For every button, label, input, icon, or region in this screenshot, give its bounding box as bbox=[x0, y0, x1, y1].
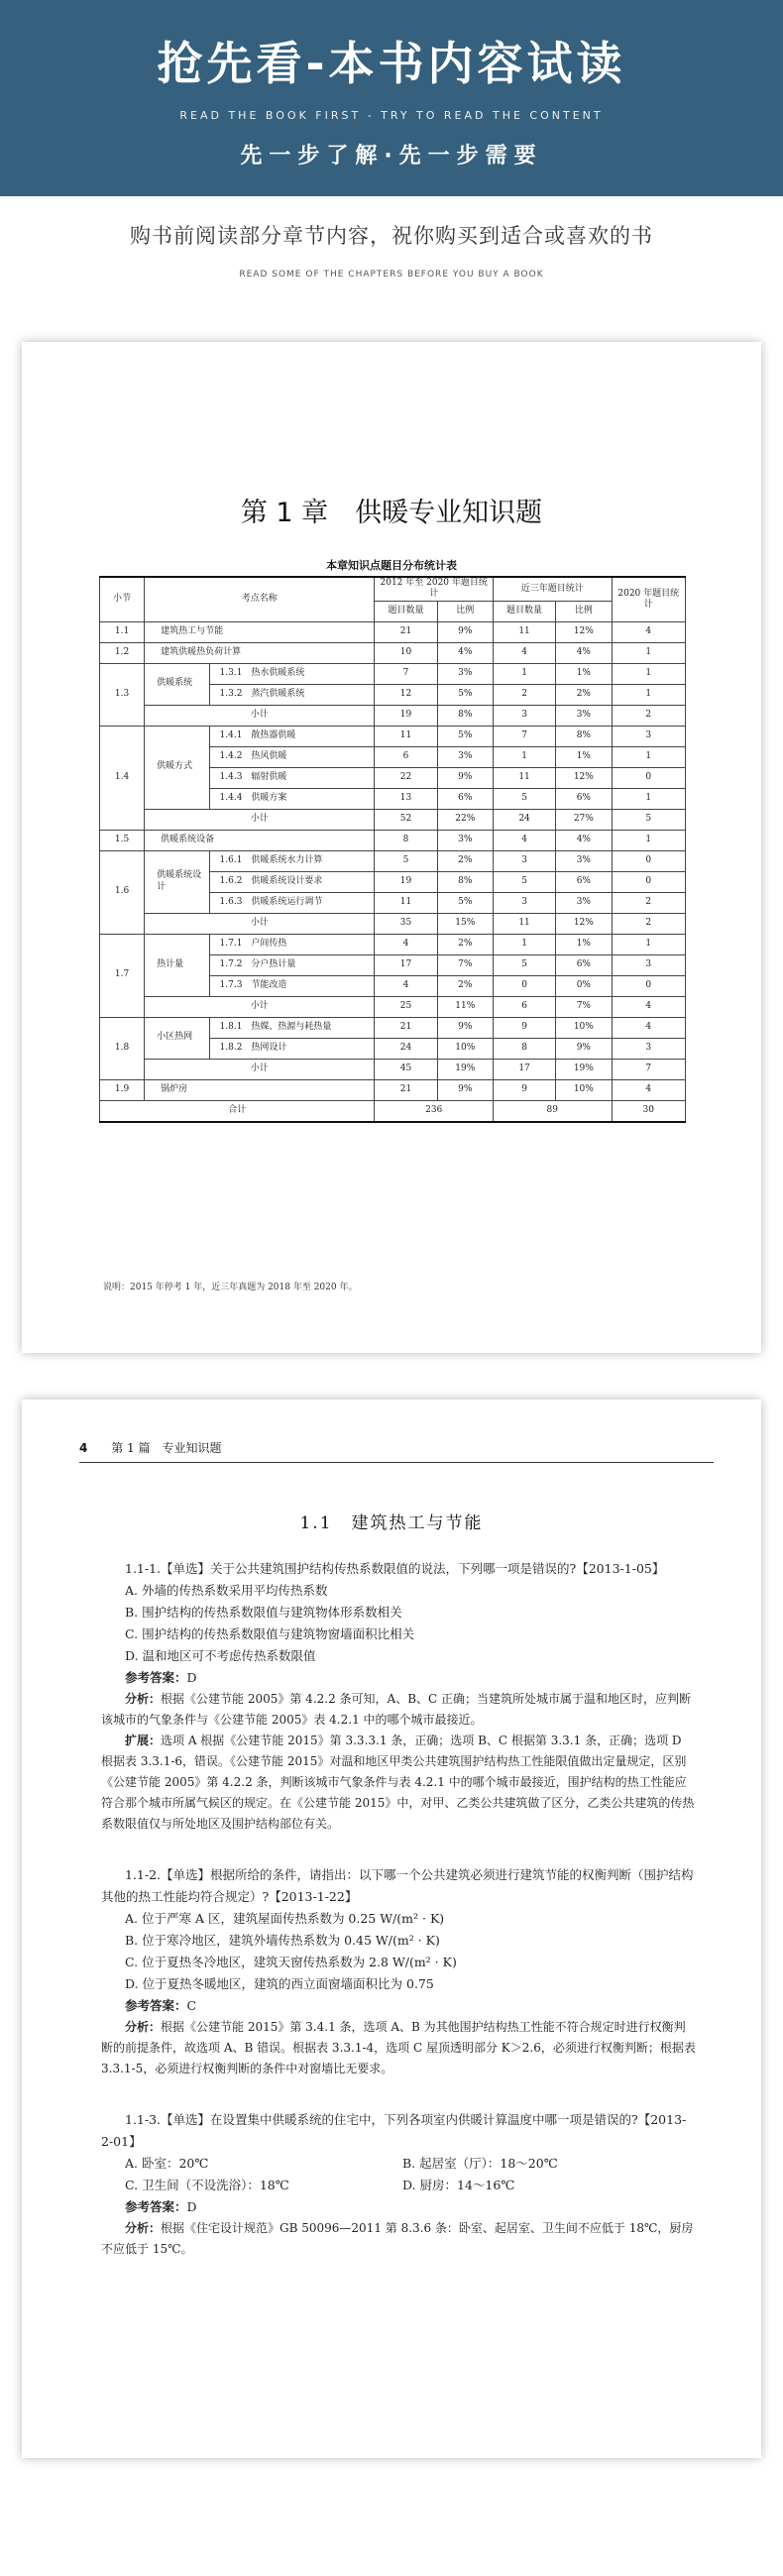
cell: 21 bbox=[375, 621, 437, 642]
cell: 1.8 bbox=[100, 1017, 145, 1079]
answer-line bbox=[101, 2196, 696, 2218]
cell: 12% bbox=[556, 767, 612, 788]
cell: 3 bbox=[493, 850, 555, 871]
extension bbox=[101, 1731, 696, 1835]
table-row bbox=[100, 830, 686, 850]
chapter-title: 第 1 章 供暖专业知识题 bbox=[240, 498, 543, 528]
cell: 3 bbox=[612, 1038, 685, 1059]
cell: 1.7.3 节能改造 bbox=[209, 975, 375, 996]
cell: 13 bbox=[375, 788, 437, 809]
table-row bbox=[100, 809, 686, 830]
option: C. 卫生间（不设洗浴）：18℃ bbox=[125, 2178, 289, 2192]
cell: 4% bbox=[556, 642, 612, 663]
cell: 30 bbox=[612, 1100, 685, 1122]
header-ratio: 比例 bbox=[437, 601, 493, 621]
cell: 236 bbox=[375, 1100, 494, 1122]
page-header-text: 第 1 篇 专业知识题 bbox=[111, 1441, 222, 1455]
cell: 5% bbox=[437, 684, 493, 705]
header-section: 小节 bbox=[100, 577, 145, 621]
table-row bbox=[100, 850, 686, 871]
cell: 1.8.1 热媒、热源与耗热量 bbox=[209, 1017, 375, 1038]
cell: 35 bbox=[375, 913, 437, 934]
cell: 45 bbox=[375, 1059, 437, 1079]
cell: 2 bbox=[612, 913, 685, 934]
cell: 2 bbox=[493, 684, 555, 705]
table-row bbox=[100, 913, 686, 934]
question-stem: 1.1-2.【单选】根据所给的条件，请指出：以下哪一个公共建筑必须进行建筑节能的权衡判断（围护结构其他的热工性能均符合规定）?【2013-1-22】 bbox=[101, 1867, 694, 1904]
analysis-label: 分析： bbox=[125, 1692, 162, 1706]
cell: 11 bbox=[375, 892, 437, 913]
cell: 9% bbox=[437, 1017, 493, 1038]
cell: 5 bbox=[612, 809, 685, 830]
cell: 8% bbox=[437, 705, 493, 726]
cell: 1 bbox=[493, 746, 555, 767]
option: B. 位于寒冷地区，建筑外墙传热系数为 0.45 W/(m² · K) bbox=[125, 1933, 440, 1948]
cell: 1 bbox=[612, 642, 685, 663]
cell: 2 bbox=[612, 892, 685, 913]
cell: 8 bbox=[375, 830, 437, 850]
cell: 19 bbox=[375, 871, 437, 892]
cell: 1 bbox=[493, 934, 555, 954]
option: B. 起居室（厅）：18～20℃ bbox=[402, 2156, 558, 2171]
table-row bbox=[100, 726, 686, 746]
cell: 供暖方式 bbox=[145, 726, 209, 809]
cell: 2% bbox=[437, 975, 493, 996]
cell: 1.4.4 供暖方案 bbox=[209, 788, 375, 809]
cell: 0 bbox=[612, 767, 685, 788]
table-header-row bbox=[100, 577, 686, 601]
analysis bbox=[101, 1689, 696, 1731]
page-number: 4 bbox=[79, 1441, 88, 1455]
cell: 2 bbox=[612, 705, 685, 726]
cell: 24 bbox=[375, 1038, 437, 1059]
answer-line bbox=[101, 1995, 696, 2017]
cell: 合计 bbox=[100, 1100, 375, 1122]
table-row bbox=[100, 934, 686, 954]
cell: 1 bbox=[493, 663, 555, 684]
cell: 10% bbox=[556, 1079, 612, 1100]
analysis-text: 根据《公建节能 2005》第 4.2.2 条可知，A、B、C 正确；当建筑所处城市属于温和地区时，应判断该城市的气象条件与《公建节能 2005》表 4.2.1 中的哪个城市最接近。 bbox=[101, 1692, 692, 1727]
stats-table bbox=[99, 576, 686, 1123]
banner-subtitle: READ THE BOOK FIRST - TRY TO READ THE CONTENT bbox=[179, 109, 604, 122]
cell: 1.1 bbox=[100, 621, 145, 642]
cell: 0 bbox=[493, 975, 555, 996]
cell: 11 bbox=[493, 767, 555, 788]
cell: 4 bbox=[612, 621, 685, 642]
cell: 小计 bbox=[145, 913, 375, 934]
option-row bbox=[101, 2175, 696, 2196]
option: C. 围护结构的传热系数限值与建筑物窗墙面积比相关 bbox=[125, 1626, 415, 1641]
option-row bbox=[101, 2153, 696, 2175]
table-row bbox=[100, 705, 686, 726]
cell: 19% bbox=[437, 1059, 493, 1079]
cell: 1 bbox=[612, 663, 685, 684]
cell: 52 bbox=[375, 809, 437, 830]
page-header bbox=[79, 1439, 714, 1463]
cell: 0 bbox=[612, 975, 685, 996]
cell: 3% bbox=[437, 830, 493, 850]
cell: 9% bbox=[556, 1038, 612, 1059]
question-stem: 1.1-3.【单选】在设置集中供暖系统的住宅中，下列各项室内供暖计算温度中哪一项是错误的?【2013-2-01】 bbox=[101, 2112, 687, 2149]
header-count: 题目数量 bbox=[375, 601, 437, 621]
analysis bbox=[101, 2218, 696, 2260]
cell: 1.8.2 热网设计 bbox=[209, 1038, 375, 1059]
cell: 3 bbox=[493, 892, 555, 913]
analysis-label: 分析： bbox=[125, 2020, 162, 2034]
cell: 1 bbox=[612, 684, 685, 705]
cell: 4 bbox=[612, 1017, 685, 1038]
cell: 6 bbox=[493, 996, 555, 1017]
cell: 1.6.1 供暖系统水力计算 bbox=[209, 850, 375, 871]
cell: 1% bbox=[556, 746, 612, 767]
answer-value: C bbox=[186, 1998, 197, 2013]
analysis bbox=[101, 2017, 696, 2079]
cell: 12 bbox=[375, 684, 437, 705]
table-row bbox=[100, 642, 686, 663]
banner-title: 抢先看-本书内容试读 bbox=[157, 37, 626, 90]
cell: 0 bbox=[612, 871, 685, 892]
cell: 6% bbox=[556, 954, 612, 975]
cell: 4 bbox=[375, 975, 437, 996]
cell: 3% bbox=[556, 892, 612, 913]
cell: 1.3.2 蒸汽供暖系统 bbox=[209, 684, 375, 705]
header-range2: 近三年题目统计 bbox=[493, 577, 612, 601]
cell: 1.4.1 散热器供暖 bbox=[209, 726, 375, 746]
book-page-1 bbox=[22, 342, 761, 1353]
cell: 供暖系统 bbox=[145, 663, 209, 705]
table-total-row bbox=[100, 1100, 686, 1122]
cell: 1.6 bbox=[100, 850, 145, 934]
cell: 2% bbox=[437, 850, 493, 871]
cell: 1.6.2 供暖系统设计要求 bbox=[209, 871, 375, 892]
cell: 6% bbox=[556, 871, 612, 892]
table-row bbox=[100, 1059, 686, 1079]
cell: 1.5 bbox=[100, 830, 145, 850]
table-row bbox=[100, 996, 686, 1017]
answer-value: D bbox=[186, 1670, 197, 1685]
cell: 4% bbox=[556, 830, 612, 850]
cell: 17 bbox=[375, 954, 437, 975]
option: A. 卧室：20℃ bbox=[125, 2156, 209, 2171]
answer-line bbox=[101, 1667, 696, 1689]
analysis-text: 根据《住宅设计规范》GB 50096—2011 第 8.3.6 条：卧室、起居室、卫生间不应低于 18℃，厨房不应低于 15℃。 bbox=[101, 2221, 694, 2256]
cell: 9% bbox=[437, 767, 493, 788]
cell: 供暖系统设备 bbox=[145, 830, 375, 850]
cell: 21 bbox=[375, 1079, 437, 1100]
section-title: 1.1 建筑热工与节能 bbox=[299, 1513, 484, 1533]
cell: 22 bbox=[375, 767, 437, 788]
cell: 7% bbox=[437, 954, 493, 975]
cell: 3 bbox=[612, 726, 685, 746]
cell: 7 bbox=[493, 726, 555, 746]
cell: 1 bbox=[612, 934, 685, 954]
cell: 1 bbox=[612, 788, 685, 809]
option: A. 位于严寒 A 区，建筑屋面传热系数为 0.25 W/(m² · K) bbox=[125, 1911, 445, 1926]
header-range1: 2012 年至 2020 年题目统计 bbox=[375, 577, 494, 601]
cell: 12% bbox=[556, 913, 612, 934]
answer-label: 参考答案： bbox=[125, 1670, 187, 1685]
table-row bbox=[100, 1079, 686, 1100]
cell: 2% bbox=[437, 934, 493, 954]
option: C. 位于夏热冬冷地区，建筑天窗传热系数为 2.8 W/(m² · K) bbox=[125, 1955, 457, 1969]
cell: 9 bbox=[493, 1017, 555, 1038]
cell: 0 bbox=[612, 850, 685, 871]
cell: 4 bbox=[612, 996, 685, 1017]
extend-label: 扩展： bbox=[125, 1734, 162, 1747]
cell: 4 bbox=[375, 934, 437, 954]
cell: 6% bbox=[556, 788, 612, 809]
header-topic: 考点名称 bbox=[145, 577, 375, 621]
cell: 5% bbox=[437, 726, 493, 746]
cell: 89 bbox=[493, 1100, 612, 1122]
cell: 8% bbox=[437, 871, 493, 892]
cell: 3% bbox=[437, 663, 493, 684]
question-body bbox=[101, 1558, 696, 2260]
cell: 11% bbox=[437, 996, 493, 1017]
cell: 2% bbox=[556, 684, 612, 705]
cell: 1.7.1 户间传热 bbox=[209, 934, 375, 954]
cell: 5 bbox=[493, 954, 555, 975]
cell: 1.7.2 分户热计量 bbox=[209, 954, 375, 975]
cell: 0% bbox=[556, 975, 612, 996]
cell: 9% bbox=[437, 621, 493, 642]
cell: 7 bbox=[612, 1059, 685, 1079]
cell: 5% bbox=[437, 892, 493, 913]
cell: 锅炉房 bbox=[145, 1079, 375, 1100]
cell: 3 bbox=[612, 954, 685, 975]
cell: 9 bbox=[493, 1079, 555, 1100]
cell: 12% bbox=[556, 621, 612, 642]
cell: 4 bbox=[612, 1079, 685, 1100]
cell: 11 bbox=[493, 913, 555, 934]
cell: 19% bbox=[556, 1059, 612, 1079]
cell: 小区热网 bbox=[145, 1017, 209, 1059]
cell: 6% bbox=[437, 788, 493, 809]
cell: 10% bbox=[556, 1017, 612, 1038]
answer-label: 参考答案： bbox=[125, 2199, 187, 2214]
option: D. 厨房：14～16℃ bbox=[402, 2178, 515, 2192]
answer-value: D bbox=[186, 2199, 197, 2214]
option: A. 外墙的传热系数采用平均传热系数 bbox=[125, 1583, 328, 1598]
cell: 24 bbox=[493, 809, 555, 830]
question-stem: 1.1-1.【单选】关于公共建筑围护结构传热系数限值的说法，下列哪一项是错误的?【2013-1-05】 bbox=[125, 1561, 665, 1576]
cell: 3% bbox=[556, 850, 612, 871]
header-ratio: 比例 bbox=[556, 601, 612, 621]
intro-text-cn: 购书前阅读部分章节内容，祝你购买到适合或喜欢的书 bbox=[130, 224, 653, 248]
header-range3: 2020 年题目统计 bbox=[612, 577, 685, 621]
cell: 22% bbox=[437, 809, 493, 830]
analysis-label: 分析： bbox=[125, 2221, 162, 2235]
cell: 1 bbox=[612, 746, 685, 767]
cell: 1.4 bbox=[100, 726, 145, 830]
cell: 7% bbox=[556, 996, 612, 1017]
table-note: 说明：2015 年停考 1 年，近三年真题为 2018 年至 2020 年。 bbox=[103, 1283, 358, 1292]
cell: 21 bbox=[375, 1017, 437, 1038]
cell: 4% bbox=[437, 642, 493, 663]
cell: 建筑供暖热负荷计算 bbox=[145, 642, 375, 663]
cell: 1 bbox=[612, 830, 685, 850]
cell: 1.4.3 辐射供暖 bbox=[209, 767, 375, 788]
cell: 6 bbox=[375, 746, 437, 767]
cell: 1.6.3 供暖系统运行调节 bbox=[209, 892, 375, 913]
cell: 8 bbox=[493, 1038, 555, 1059]
cell: 5 bbox=[375, 850, 437, 871]
cell: 1.3 bbox=[100, 663, 145, 726]
cell: 19 bbox=[375, 705, 437, 726]
cell: 小计 bbox=[145, 705, 375, 726]
header-count: 题目数量 bbox=[493, 601, 555, 621]
cell: 11 bbox=[375, 726, 437, 746]
banner-slogan: 先一步了解·先一步需要 bbox=[240, 144, 543, 168]
cell: 27% bbox=[556, 809, 612, 830]
cell: 1.9 bbox=[100, 1079, 145, 1100]
answer-label: 参考答案： bbox=[125, 1998, 187, 2013]
book-page-2 bbox=[22, 1400, 761, 2458]
cell: 15% bbox=[437, 913, 493, 934]
table-row bbox=[100, 1017, 686, 1038]
cell: 1% bbox=[556, 934, 612, 954]
cell: 小计 bbox=[145, 996, 375, 1017]
cell: 热计量 bbox=[145, 934, 209, 996]
cell: 1% bbox=[556, 663, 612, 684]
option: B. 围护结构的传热系数限值与建筑物体形系数相关 bbox=[125, 1605, 402, 1620]
cell: 小计 bbox=[145, 809, 375, 830]
cell: 10 bbox=[375, 642, 437, 663]
cell: 供暖系统设计 bbox=[145, 850, 209, 913]
cell: 5 bbox=[493, 788, 555, 809]
extend-text: 选项 A 根据《公建节能 2015》第 3.3.3.1 条，正确；选项 B、C 根据第 3.3.1 条，正确；选项 D 根据表 3.3.1-6，错误。《公建节能 2015》对温和地区甲类公共建筑围护结构热工性能限值做出定量规定，区别《公建节能 2005》第 4.2.2 条，判断该城市气象条件与表 4.2.1 中的哪个城市最接近，围护结构的热工性能应符合那个城市所属气候区的规定。在《公建节能 2015》中，对甲、乙类公共建筑做了区分，乙类公共建筑的传热系数限值仅与所处地区及围护结构部位有关。 bbox=[101, 1734, 695, 1831]
cell: 17 bbox=[493, 1059, 555, 1079]
top-banner bbox=[0, 0, 783, 196]
option: D. 位于夏热冬暖地区，建筑的西立面窗墙面积比为 0.75 bbox=[125, 1976, 434, 1991]
cell: 11 bbox=[493, 621, 555, 642]
cell: 3% bbox=[437, 746, 493, 767]
table-row bbox=[100, 621, 686, 642]
cell: 1.2 bbox=[100, 642, 145, 663]
cell: 9% bbox=[437, 1079, 493, 1100]
table-row bbox=[100, 663, 686, 684]
cell: 3 bbox=[493, 705, 555, 726]
cell: 3% bbox=[556, 705, 612, 726]
cell: 5 bbox=[493, 871, 555, 892]
cell: 7 bbox=[375, 663, 437, 684]
table-title: 本章知识点题目分布统计表 bbox=[326, 559, 457, 572]
cell: 1.4.2 热风供暖 bbox=[209, 746, 375, 767]
cell: 1.7 bbox=[100, 934, 145, 1017]
cell: 4 bbox=[493, 830, 555, 850]
cell: 小计 bbox=[145, 1059, 375, 1079]
analysis-text: 根据《公建节能 2015》第 3.4.1 条，选项 A、B 为其他围护结构热工性能不符合规定时进行权衡判断的前提条件，故选项 A、B 错误。根据表 3.3.1-4，选项 C 屋顶透明部分 K＞2.6，必须进行权衡判断；根据表 3.3.1-5，必须进行权衡判断的条件中对窗墙比无要求。 bbox=[101, 2020, 696, 2075]
cell: 4 bbox=[493, 642, 555, 663]
cell: 1.3.1 热水供暖系统 bbox=[209, 663, 375, 684]
cell: 10% bbox=[437, 1038, 493, 1059]
intro-text-en: READ SOME OF THE CHAPTERS BEFORE YOU BUY A BOOK bbox=[239, 270, 544, 280]
cell: 25 bbox=[375, 996, 437, 1017]
option: D. 温和地区可不考虑传热系数限值 bbox=[125, 1648, 316, 1663]
cell: 8% bbox=[556, 726, 612, 746]
cell: 建筑热工与节能 bbox=[145, 621, 375, 642]
